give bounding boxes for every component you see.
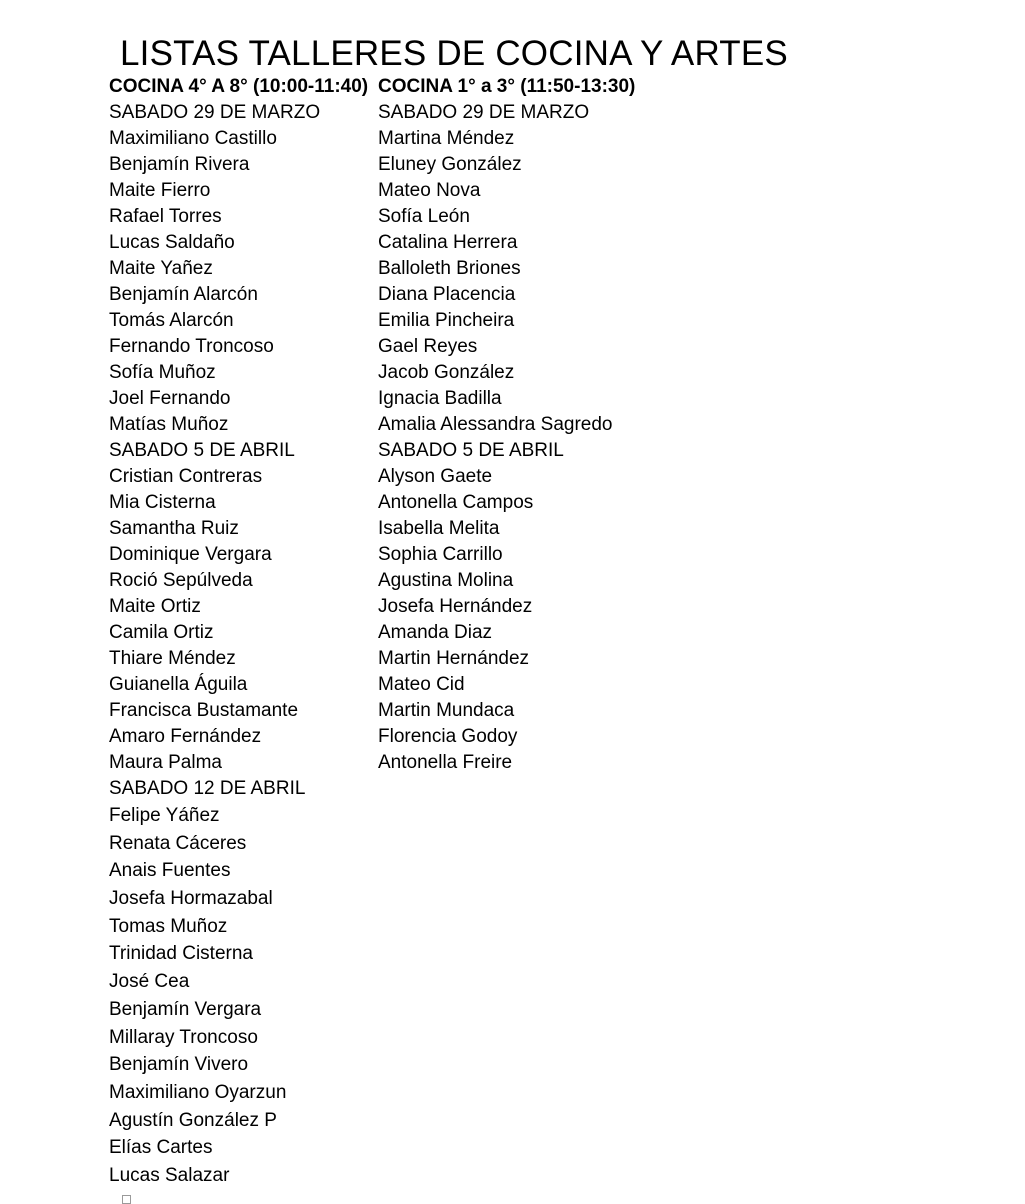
list-item: Agustín González P bbox=[109, 1109, 277, 1131]
list-item: Trinidad Cisterna bbox=[109, 943, 253, 965]
list-item: Maximiliano Castillo bbox=[109, 128, 277, 149]
list-item: Mia Cisterna bbox=[109, 492, 216, 513]
list-item: Elías Cartes bbox=[109, 1137, 213, 1159]
list-item: Fernando Troncoso bbox=[109, 336, 274, 357]
list-item: Benjamín Vergara bbox=[109, 998, 262, 1020]
list-item: Maura Palma bbox=[109, 752, 222, 773]
list-item: Martin Hernández bbox=[378, 648, 530, 669]
list-item: Anais Fuentes bbox=[109, 860, 231, 882]
list-item: Gael Reyes bbox=[378, 336, 478, 357]
date-heading: SABADO 29 DE MARZO bbox=[378, 102, 590, 123]
list-item: Tomas Muñoz bbox=[109, 915, 228, 937]
list-item: Millaray Troncoso bbox=[109, 1026, 258, 1048]
list-item: Ignacia Badilla bbox=[378, 388, 502, 409]
list-item: Maite Ortiz bbox=[109, 596, 201, 617]
list-item: Thiare Méndez bbox=[109, 648, 236, 669]
list-item: Diana Placencia bbox=[378, 284, 516, 305]
list-item: Catalina Herrera bbox=[378, 232, 518, 253]
list-item: Roció Sepúlveda bbox=[109, 570, 253, 591]
list-item: Florencia Godoy bbox=[378, 726, 518, 747]
list-item: Rafael Torres bbox=[109, 206, 222, 227]
list-item: Josefa Hormazabal bbox=[109, 888, 273, 910]
cocina-4-8-list bbox=[109, 74, 377, 1190]
list-item: Maite Fierro bbox=[109, 180, 211, 201]
date-heading: SABADO 5 DE ABRIL bbox=[109, 440, 295, 461]
date-heading: SABADO 29 DE MARZO bbox=[109, 102, 321, 123]
list-item: Isabella Melita bbox=[378, 518, 500, 539]
list-item: Josefa Hernández bbox=[378, 596, 533, 617]
list-item: Renata Cáceres bbox=[109, 832, 247, 854]
list-item: Martin Mundaca bbox=[378, 700, 515, 721]
list-item: José Cea bbox=[109, 971, 190, 993]
list-item: Amanda Diaz bbox=[378, 622, 493, 643]
list-item: Lucas Saldaño bbox=[109, 232, 235, 253]
list-item: Tomás Alarcón bbox=[109, 310, 234, 331]
list-item: Antonella Freire bbox=[378, 752, 513, 773]
list-item: Cristian Contreras bbox=[109, 466, 263, 487]
list-item: Benjamín Vivero bbox=[109, 1054, 249, 1076]
column-header: COCINA 1° a 3° (11:50-13:30) bbox=[378, 76, 636, 97]
list-item: Jacob González bbox=[378, 362, 515, 383]
list-item: Amalia Alessandra Sagredo bbox=[378, 414, 613, 435]
date-heading: SABADO 5 DE ABRIL bbox=[378, 440, 564, 461]
list-item: Antonella Campos bbox=[378, 492, 534, 513]
date-heading: SABADO 12 DE ABRIL bbox=[109, 778, 306, 799]
list-item: Guianella Águila bbox=[109, 674, 248, 695]
list-item: Sofía León bbox=[378, 206, 470, 227]
list-item: Dominique Vergara bbox=[109, 544, 272, 565]
list-item: Sofía Muñoz bbox=[109, 362, 216, 383]
list-item: Francisca Bustamante bbox=[109, 700, 299, 721]
list-item: Eluney González bbox=[378, 154, 522, 175]
list-item: Mateo Cid bbox=[378, 674, 465, 695]
list-item: Maite Yañez bbox=[109, 258, 213, 279]
list-item: Matías Muñoz bbox=[109, 414, 229, 435]
cocina-1-3-list bbox=[378, 74, 778, 776]
list-item: Benjamín Alarcón bbox=[109, 284, 258, 305]
list-item: Amaro Fernández bbox=[109, 726, 262, 747]
list-item: Samantha Ruiz bbox=[109, 518, 239, 539]
list-item: Balloleth Briones bbox=[378, 258, 521, 279]
page-title: LISTAS TALLERES DE COCINA Y ARTES bbox=[120, 34, 788, 73]
list-item: Sophia Carrillo bbox=[378, 544, 503, 565]
column-header: COCINA 4° A 8° (10:00-11:40) bbox=[109, 76, 369, 97]
list-item: Joel Fernando bbox=[109, 388, 231, 409]
list-item: Benjamín Rivera bbox=[109, 154, 250, 175]
list-item: Lucas Salazar bbox=[109, 1164, 230, 1186]
list-item: Camila Ortiz bbox=[109, 622, 214, 643]
list-item: Mateo Nova bbox=[378, 180, 481, 201]
list-item: Martina Méndez bbox=[378, 128, 515, 149]
list-item: Felipe Yáñez bbox=[109, 805, 220, 826]
list-item: Alyson Gaete bbox=[378, 466, 493, 487]
list-item: Agustina Molina bbox=[378, 570, 514, 591]
list-item: Emilia Pincheira bbox=[378, 310, 515, 331]
list-item: Maximiliano Oyarzun bbox=[109, 1081, 287, 1103]
